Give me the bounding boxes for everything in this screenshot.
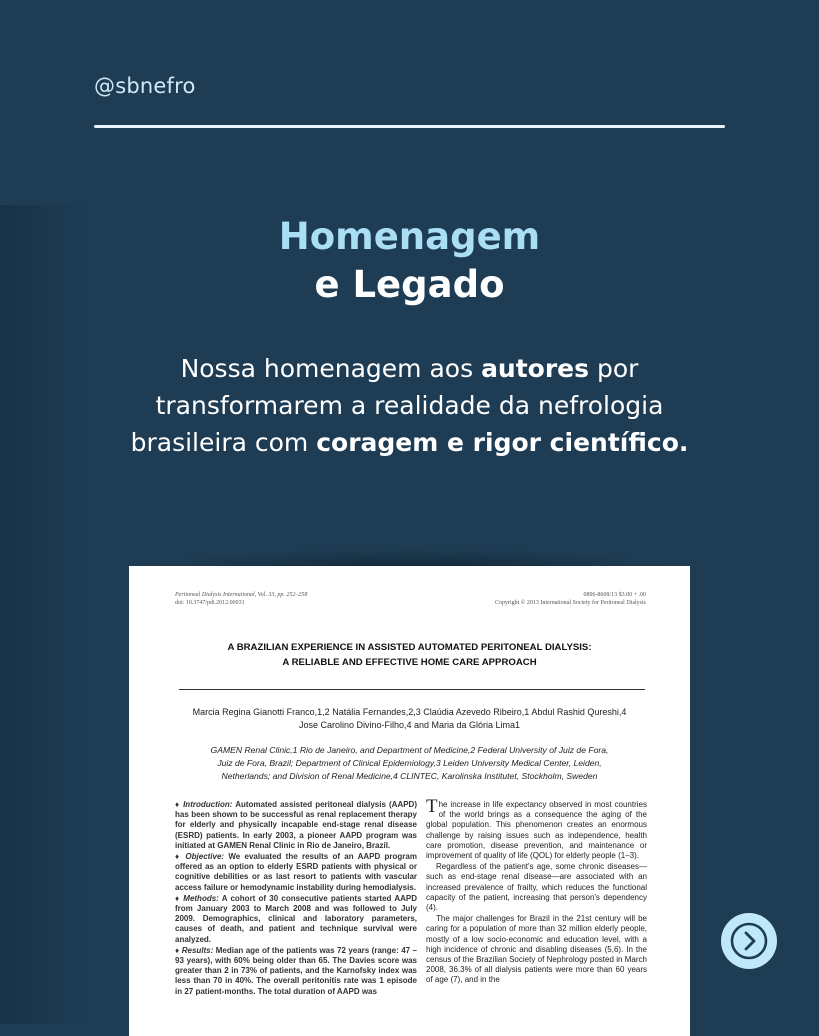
- affil-line-3: Netherlands; and Division of Renal Medicine,4 CLINTEC, Karolinska Institutet, Stockholm, Sweden: [221, 771, 598, 781]
- abstract-paragraph: ♦ Introduction: Automated assisted peritoneal dialysis (AAPD) has been shown to be successful as renal replacement therapy for elderly and physically incapable end-stage renal disease (ESRD) patients. In early 2003, a pioneer AAPD program was initiated at GAMEN Renal Clinic in Rio de Janeiro, Brazil.: [175, 800, 418, 850]
- account-handle: @sbnefro: [94, 74, 196, 98]
- tagline: [120, 350, 699, 461]
- abstract-label: Methods:: [183, 893, 219, 903]
- authors-line-1: Marcia Regina Gianotti Franco,1,2 Natália Fernandes,2,3 Claúdia Azevedo Ribeiro,1 Abdul Rashid Qureshi,4: [192, 707, 627, 717]
- paper-authors: [159, 706, 660, 732]
- paper-title-line-1: A BRAZILIAN EXPERIENCE IN ASSISTED AUTOMATED PERITONEAL DIALYSIS:: [227, 642, 592, 653]
- affil-line-1: GAMEN Renal Clinic,1 Rio de Janeiro, and Department of Medicine,2 Federal University of Juiz de Fora,: [210, 745, 609, 755]
- header-divider: [94, 125, 725, 128]
- issn-line-1: 0896-8608/13 $3.00 + .00: [583, 592, 646, 598]
- affil-line-2: Juiz de Fora, Brazil; Department of Clinical Epidemiology,3 Leiden University Medical Center, Leiden,: [217, 758, 602, 768]
- abstract-text: A cohort of 30 consecutive patients started AAPD from January 2003 to March 2008 and was followed to July 2009. Demographics, clinical and laboratory parameters, causes of death, and patient and technique survival were analyzed.: [175, 893, 417, 944]
- drop-cap: T: [426, 796, 438, 817]
- body-text: he increase in life expectancy observed in most countries of the world brings as a consequence the aging of the global population. This phenomenon creates an enormous challenge by raising issues such as independence, health care promotion, disease prevention, and maintenance or improvement of quality of life (QOL) for elderly people (1–3).: [426, 800, 647, 861]
- abstract-paragraph: ♦ Methods: A cohort of 30 consecutive patients started AAPD from January 2003 to March 2008 and was followed to July 2009. Demographics, clinical and laboratory parameters, causes of death, and patient and technique survival were analyzed.: [175, 893, 417, 944]
- heading-line-1: Homenagem: [278, 215, 541, 258]
- body-paragraph: [426, 796, 647, 861]
- authors-line-2: Jose Carolino Divino-Filho,4 and Maria da Glória Lima1: [298, 720, 521, 730]
- paper-page-image: [129, 566, 690, 1036]
- abstract-paragraph: ♦ Objective: We evaluated the results of an AAPD program offered as an option to elderly ESRD patients with physical or cognitive debilities or as last resort to patients with vascular access failure or hemodynamic instability during hemodialysis.: [175, 852, 417, 892]
- chevron-right-icon: [729, 921, 769, 961]
- paper-abstract: [175, 800, 417, 998]
- tagline-bold-2: coragem e rigor científico.: [316, 428, 689, 457]
- paper-affiliations: [169, 744, 650, 783]
- abstract-label: Introduction:: [183, 800, 233, 809]
- abstract-label: Results:: [181, 945, 214, 955]
- journal-info: [175, 591, 307, 607]
- abstract-paragraph: ♦ Results: Median age of the patients was 72 years (range: 47 – 93 years), with 60% being older than 65. The Davies score was greater than 2 in 73% of patients, and the Karnofsky index was less than 70 in 40%. The overall peritonitis rate was 1 episode in 27 patient-months. The total duration of AAPD was: [175, 945, 417, 996]
- body-paragraph: Regardless of the patient's age, some chronic diseases—such as end-stage renal disease—are associated with an increased prevalence of frailty, which reduces the functional capacity of the patient, increasing that person's dependency (4).: [426, 862, 647, 913]
- tagline-part-1: Nossa homenagem aos: [180, 354, 482, 383]
- abstract-label: Objective:: [185, 852, 225, 862]
- paper-title: [129, 640, 690, 670]
- background-shade: [0, 205, 90, 1024]
- next-slide-button[interactable]: [721, 913, 777, 969]
- tagline-part-2: por transformarem a realidade da nefrologia brasileira com: [130, 354, 664, 457]
- journal-line-2: doi: 10.3747/pdi.2012.00031: [175, 600, 245, 606]
- journal-line-1: Peritoneal Dialysis International, Vol. 33, pp. 252–258: [175, 592, 308, 598]
- paper-body: [426, 796, 647, 987]
- abstract-text: Automated assisted peritoneal dialysis (AAPD) has been shown to be successful as renal replacement therapy for elderly and physically incapable end-stage renal disease (ESRD) patients. In early 2003, a pioneer AAPD program was initiated at GAMEN Renal Clinic in Rio de Janeiro, Brazil.: [175, 800, 418, 850]
- issn-line-2: Copyright © 2013 International Society for Peritoneal Dialysis: [494, 600, 646, 606]
- body-paragraph: The major challenges for Brazil in the 21st century will be caring for a population of more than 32 million elderly people, mostly of a low socio-economic and education level, with a high incidence of chronic and disabling diseases (5,6). In the census of the Brazilian Society of Nephrology posted in March 2008, 36.3% of all dialysis patients were more than 60 years of age (7), and in the: [426, 914, 647, 985]
- paper-title-divider: [179, 689, 645, 690]
- abstract-text: We evaluated the results of an AAPD program offered as an option to elderly ESRD patients with physical or cognitive debilities or as last resort to patients with vascular access failure or hemodynamic instability during hemodialysis.: [175, 852, 417, 892]
- paper-title-line-2: A RELIABLE AND EFFECTIVE HOME CARE APPROACH: [282, 657, 537, 668]
- tagline-bold-1: autores: [481, 354, 590, 383]
- abstract-text: Median age of the patients was 72 years (range: 47 – 93 years), with 60% being older than 65. The Davies score was greater than 2 in 73% of patients, and the Karnofsky index was less than 70 in 40%. The overall peritonitis rate was 1 episode in 27 patient-months. The total duration of AAPD was: [175, 945, 417, 996]
- copyright-info: [495, 591, 646, 607]
- heading-line-2: e Legado: [314, 263, 505, 306]
